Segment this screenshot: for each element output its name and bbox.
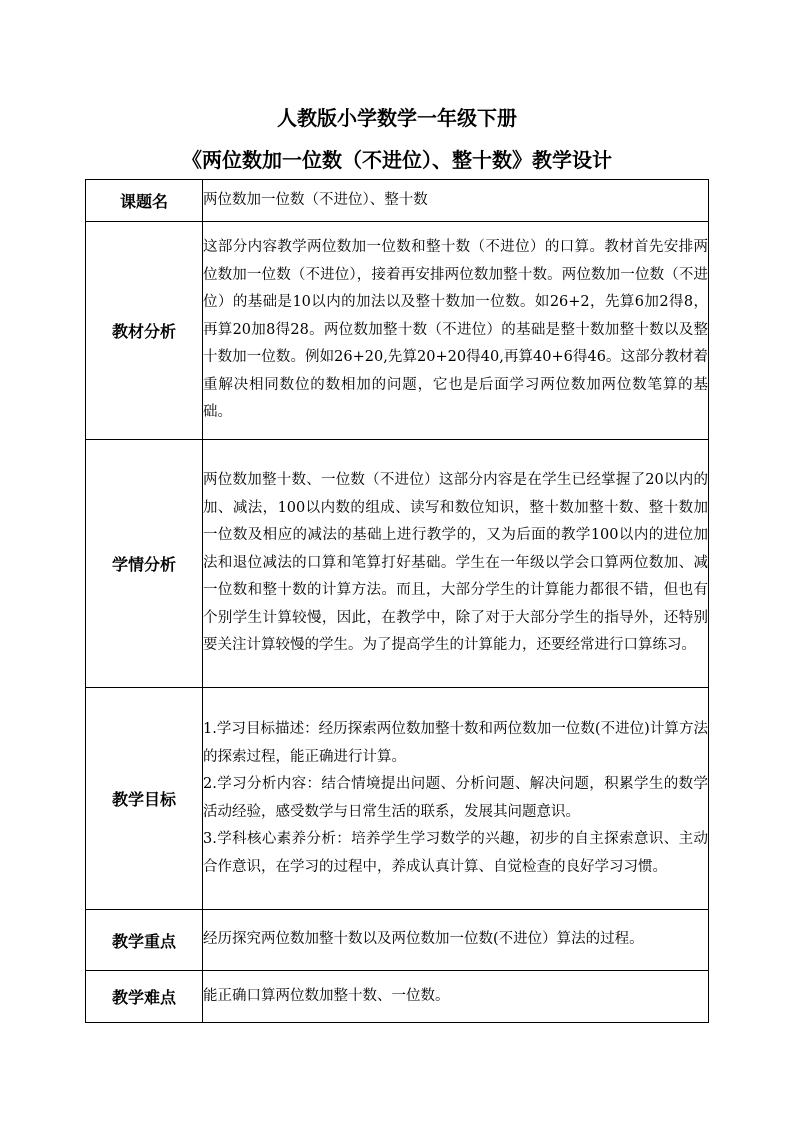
table-row-teaching-goals	[86, 688, 709, 910]
content-paragraph: 3.学科核心素养分析：培养学生学习数学的兴趣，初步的自主探索意识、主动合作意识，在学习的过程中，养成认真计算、自觉检查的良好学习习惯。	[203, 831, 708, 875]
content-paragraph: 两位数加整十数、一位数（不进位）这部分内容是在学生已经掌握了20以内的加、减法，100以内数的组成、读写和数位知识，整十数加整十数、整十数加一位数及相应的减法的基础上进行教学的，又为后面的教学100以内的进位加法和退位减法的口算和笔算打好基础。学生在一年级以学会口算两位数加、减一位数和整十数的计算方法。而且，大部分学生的计算能力都很不错，但也有个别学生计算较慢，因此，在教学中，除了对于大部分学生的指导外，还特别要关注计算较慢的学生。为了提高学生的计算能力，还要经常进行口算练习。	[203, 472, 708, 654]
row-content	[203, 222, 709, 440]
table-row-student-analysis	[86, 440, 709, 688]
lesson-plan-table	[85, 179, 709, 1023]
row-label: 课题名	[86, 180, 203, 222]
row-label: 教材分析	[86, 222, 203, 440]
row-label: 教学难点	[86, 971, 203, 1023]
content-paragraph: 经历探究两位数加整十数以及两位数加一位数(不进位）算法的过程。	[203, 931, 644, 948]
content-paragraph: 这部分内容教学两位数加一位数和整十数（不进位）的口算。教材首先安排两位数加一位数（不进位），接着再安排两位数加整十数。两位数加一位数（不进位）的基础是10以内的加法以及整十数加一位数。如26+2，先算6加2得8，再算20加8得28。两位数加整十数（不进位）的基础是整十数加整十数以及整十数加一位数。例如26+20,先算20+20得40,再算40+6得46。这部分教材着重解决相同数位的数相加的问题，它也是后面学习两位数加两位数笔算的基础。	[203, 239, 708, 421]
row-label: 教学目标	[86, 688, 203, 910]
table-row-textbook-analysis	[86, 222, 709, 440]
row-label: 学情分析	[86, 440, 203, 688]
table-row-key-points	[86, 910, 709, 971]
row-content	[203, 688, 709, 910]
table-row-topic	[86, 180, 709, 222]
document-subtitle: 《两位数加一位数（不进位）、整十数》教学设计	[182, 148, 612, 172]
content-paragraph: 1.学习目标描述：经历探索两位数加整十数和两位数加一位数(不进位)计算方法的探索过程，能正确进行计算。	[203, 721, 708, 765]
table-row-difficult-points	[86, 971, 709, 1023]
content-paragraph: 2.学习分析内容：结合情境提出问题、分析问题、解决问题，积累学生的数学活动经验，感受数学与日常生活的联系，发展其问题意识。	[203, 776, 708, 820]
row-content	[203, 440, 709, 688]
document-title: 人教版小学数学一年级下册	[277, 106, 517, 130]
row-content	[203, 180, 709, 222]
content-paragraph: 两位数加一位数（不进位）、整十数	[203, 191, 428, 208]
row-label: 教学重点	[86, 910, 203, 971]
row-content	[203, 910, 709, 971]
row-content	[203, 971, 709, 1023]
content-paragraph: 能正确口算两位数加整十数、一位数。	[203, 987, 450, 1004]
